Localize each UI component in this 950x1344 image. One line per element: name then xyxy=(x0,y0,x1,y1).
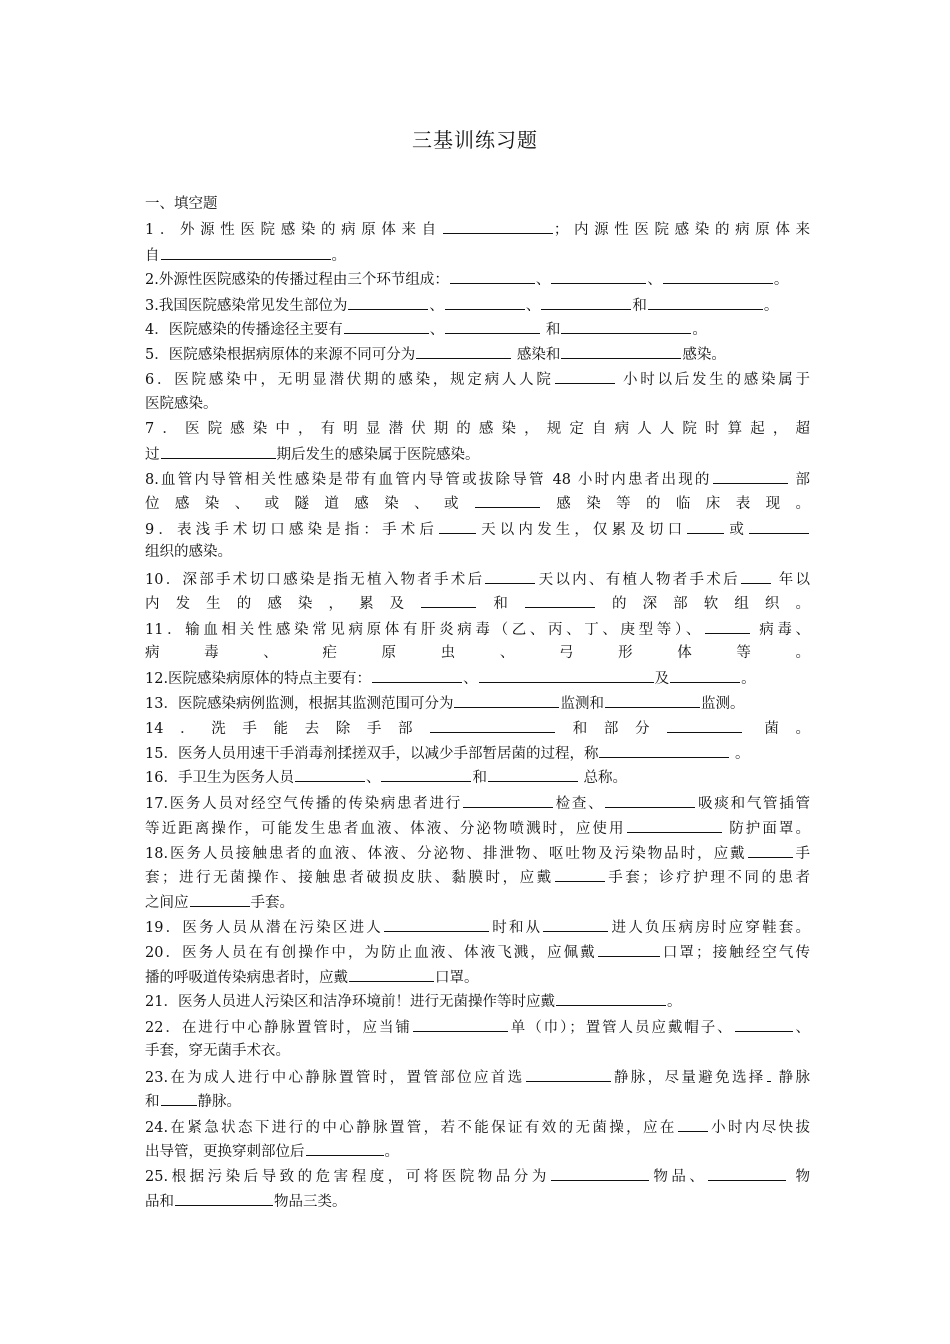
question-text: 病毒、 xyxy=(750,622,810,638)
question-text: 和 xyxy=(472,770,487,786)
answer-blank[interactable] xyxy=(648,294,763,310)
question-line xyxy=(145,692,810,714)
answer-blank[interactable] xyxy=(384,916,489,932)
answer-blank[interactable] xyxy=(667,717,742,733)
question-text: 1．外源性医院感染的病原体来自 xyxy=(145,222,442,238)
question-text: 、 xyxy=(429,322,445,338)
question-text: 自 xyxy=(145,248,160,264)
question-text: 防护面罩。 xyxy=(722,821,810,837)
answer-blank[interactable] xyxy=(463,792,553,808)
question-text: 。 xyxy=(773,272,789,288)
question-text: 小时内尽快拔 xyxy=(708,1120,810,1136)
question-text: 静脉 xyxy=(771,1070,810,1086)
answer-blank[interactable] xyxy=(687,518,724,534)
question-text: 和 xyxy=(541,322,561,338)
question-text: 13．医院感染病例监测，根据其监测范围可分为 xyxy=(145,696,454,712)
question-text: 医院感染。 xyxy=(145,396,218,412)
question-text: 等近距离操作，可能发生患者血液、体液、分泌物喷溅时，应使用 xyxy=(145,821,626,837)
answer-blank[interactable] xyxy=(450,268,535,284)
question-text: 8.血管内导管相关性感染是带有血管内导管或拔除导管 48 小时内患者出现的 xyxy=(145,472,712,488)
question-text: 口罩。 xyxy=(435,970,479,986)
question-text: 、 xyxy=(429,298,444,314)
question-line xyxy=(145,1040,810,1062)
answer-blank[interactable] xyxy=(599,742,729,758)
question-text: 22．在进行中心静脉置管时，应当铺 xyxy=(145,1020,412,1036)
question-line xyxy=(145,568,810,590)
question-text: 的深部软组织。 xyxy=(595,596,810,612)
answer-blank[interactable] xyxy=(749,518,809,534)
answer-blank[interactable] xyxy=(445,318,540,334)
question-line xyxy=(145,891,810,913)
question-line xyxy=(145,368,810,390)
answer-blank[interactable] xyxy=(543,916,608,932)
question-text: ；内源性医院感染的病原体来 xyxy=(553,222,810,238)
answer-blank[interactable] xyxy=(306,1140,384,1156)
question-text: 物品三类。 xyxy=(274,1194,347,1210)
question-text: 及 xyxy=(654,671,670,687)
answer-blank[interactable] xyxy=(541,294,631,310)
question-text: 品和 xyxy=(145,1194,174,1210)
answer-blank[interactable] xyxy=(349,966,434,982)
question-line xyxy=(145,468,810,490)
question-text: 7．医院感染中，有明显潜伏期的感染，规定自病人人院时算起，超 xyxy=(145,421,810,437)
question-text: 和部分 xyxy=(556,721,667,737)
answer-blank[interactable] xyxy=(295,766,365,782)
question-text: 监测。 xyxy=(700,696,745,712)
question-text: 2.外源性医院感染的传播过程由三个环节组成： xyxy=(145,272,449,288)
question-text: 4．医院感染的传播途径主要有 xyxy=(145,322,343,338)
question-text: 之间应 xyxy=(145,895,189,911)
question-line xyxy=(145,1140,810,1162)
question-line xyxy=(145,642,810,664)
answer-blank[interactable] xyxy=(705,618,750,634)
answer-blank[interactable] xyxy=(555,866,605,882)
answer-blank[interactable] xyxy=(551,268,646,284)
answer-blank[interactable] xyxy=(488,766,578,782)
question-text: 套；进行无菌操作、接触患者破损皮肤、黏膜时，应戴 xyxy=(145,870,554,886)
answer-blank[interactable] xyxy=(475,492,540,508)
question-text: 、 xyxy=(463,671,478,687)
question-text: 23.在为成人进行中心静脉置管时，置管部位应首选 xyxy=(145,1070,525,1086)
question-line xyxy=(145,318,810,340)
question-text: 11．输血相关性感染常见病原体有肝炎病毒（乙、丙、丁、庚型等）、 xyxy=(145,622,704,638)
question-line xyxy=(145,618,810,640)
answer-blank[interactable] xyxy=(479,667,654,683)
section-heading: 一、填空题 xyxy=(145,196,218,212)
question-text: 和 xyxy=(477,596,524,612)
question-line xyxy=(145,218,810,240)
question-line xyxy=(145,518,810,540)
question-text: 。 xyxy=(692,322,707,338)
question-line xyxy=(145,1190,810,1212)
question-line xyxy=(145,990,810,1012)
question-text: 感染和 xyxy=(512,347,561,363)
question-text: 部 xyxy=(788,472,810,488)
question-text: 手 xyxy=(793,846,810,862)
question-text: 内发生的感染，累及 xyxy=(145,596,421,612)
answer-blank[interactable] xyxy=(439,518,476,534)
question-text: 和 xyxy=(632,298,647,314)
question-text: 感染等的临床表现。 xyxy=(540,496,810,512)
question-text: 3.我国医院感染常见发生部位为 xyxy=(145,298,348,314)
answer-blank[interactable] xyxy=(605,692,700,708)
question-line xyxy=(145,966,810,988)
question-text: 12.医院感染病原体的特点主要有： xyxy=(145,671,372,687)
question-line xyxy=(145,393,810,415)
answer-blank[interactable] xyxy=(713,468,788,484)
question-text: 18.医务人员接触患者的血液、体液、分泌物、排泄物、呕吐物及污染物品时，应戴 xyxy=(145,846,747,862)
answer-blank[interactable] xyxy=(161,244,331,260)
question-text: 静脉，尽量避免选择 xyxy=(611,1070,766,1086)
question-line xyxy=(145,541,810,563)
answer-blank[interactable] xyxy=(381,766,471,782)
question-line xyxy=(145,1116,810,1138)
answer-blank[interactable] xyxy=(605,792,695,808)
question-text: 、 xyxy=(535,272,551,288)
question-line xyxy=(145,842,810,864)
question-text: 播的呼吸道传染病患者时，应戴 xyxy=(145,970,348,986)
question-text: 手套；诊疗护理不同的患者 xyxy=(605,870,810,886)
question-text: 年以 xyxy=(771,572,810,588)
answer-blank[interactable] xyxy=(670,667,740,683)
question-text: 检查、 xyxy=(553,796,605,812)
answer-blank[interactable] xyxy=(561,318,691,334)
answer-blank[interactable] xyxy=(454,692,559,708)
question-text: 15．医务人员用速干手消毒剂揉搓双手，以减少手部暂居菌的过程，称 xyxy=(145,746,599,762)
question-line xyxy=(145,1066,810,1088)
question-text: 感染。 xyxy=(682,347,726,363)
question-text: 病毒、疟原虫、弓形体等。 xyxy=(145,645,810,661)
question-line xyxy=(145,717,810,739)
question-text: 和 xyxy=(145,1094,160,1110)
question-text: 5．医院感染根据病原体的来源不同可分为 xyxy=(145,347,416,363)
answer-blank[interactable] xyxy=(526,1066,611,1082)
answer-blank[interactable] xyxy=(485,568,535,584)
answer-blank[interactable] xyxy=(190,891,250,907)
question-text: 20．医务人员在有创操作中，为防止血液、体液飞溅，应佩戴 xyxy=(145,945,597,961)
question-line xyxy=(145,941,810,963)
question-text: 吸痰和气管插管 xyxy=(696,796,810,812)
document-title: 三基训练习题 xyxy=(412,128,538,152)
question-text: 组织的感染。 xyxy=(145,544,232,560)
question-line xyxy=(145,866,810,888)
question-line xyxy=(145,667,810,689)
question-text: 位感染、或隧道感染、或 xyxy=(145,496,474,512)
question-text: 静脉。 xyxy=(197,1094,241,1110)
question-text: 25.根据污染后导致的危害程度，可将医院物品分为 xyxy=(145,1169,550,1185)
question-text: 、 xyxy=(365,770,381,786)
answer-blank[interactable] xyxy=(627,817,722,833)
question-line xyxy=(145,1165,810,1187)
question-text: 监测和 xyxy=(560,696,604,712)
question-line xyxy=(145,1016,810,1038)
question-text: 手套，穿无菌手术衣。 xyxy=(145,1043,290,1059)
question-line xyxy=(145,244,810,266)
question-text: 天以内、有植人物者手术后 xyxy=(536,572,740,588)
question-text: 进人负压病房时应穿鞋套。 xyxy=(609,920,810,936)
question-line xyxy=(145,766,810,788)
question-text: 总称。 xyxy=(578,770,628,786)
answer-blank[interactable] xyxy=(443,218,553,234)
question-text: 过 xyxy=(145,447,160,463)
answer-blank[interactable] xyxy=(413,1016,508,1032)
question-text: 菌。 xyxy=(743,721,810,737)
question-text: 。 xyxy=(763,298,779,314)
answer-blank[interactable] xyxy=(741,568,771,584)
question-line xyxy=(145,742,810,764)
answer-blank[interactable] xyxy=(561,343,681,359)
question-line xyxy=(145,268,810,290)
question-text: 或 xyxy=(725,522,749,538)
answer-blank[interactable] xyxy=(551,1165,649,1181)
answer-blank[interactable] xyxy=(445,294,525,310)
question-text: 。 xyxy=(666,994,682,1010)
question-text: 6．医院感染中，无明显潜伏期的感染，规定病人人院 xyxy=(145,372,554,388)
question-line xyxy=(145,1090,810,1112)
answer-blank[interactable] xyxy=(663,268,773,284)
answer-blank[interactable] xyxy=(161,1090,197,1106)
question-line xyxy=(145,418,810,440)
answer-blank[interactable] xyxy=(767,1066,771,1082)
question-text: 9．表浅手术切口感染是指：手术后 xyxy=(145,522,438,538)
answer-blank[interactable] xyxy=(372,667,462,683)
question-text: 、 xyxy=(793,1020,810,1036)
question-line xyxy=(145,916,810,938)
question-text: 21．医务人员进人污染区和洁净环境前！进行无菌操作等时应戴 xyxy=(145,994,555,1010)
answer-blank[interactable] xyxy=(598,941,660,957)
answer-blank[interactable] xyxy=(735,1016,793,1032)
answer-blank[interactable] xyxy=(708,1165,786,1181)
question-text: 。 xyxy=(741,671,756,687)
question-text: 物品、 xyxy=(649,1169,708,1185)
question-text: 24.在紧急状态下进行的中心静脉置管，若不能保证有效的无菌操，应在 xyxy=(145,1120,677,1136)
question-text: 10．深部手术切口感染是指无植入物者手术后 xyxy=(145,572,485,588)
answer-blank[interactable] xyxy=(175,1190,273,1206)
answer-blank[interactable] xyxy=(678,1116,708,1132)
answer-blank[interactable] xyxy=(344,318,429,334)
answer-blank[interactable] xyxy=(525,592,595,608)
question-text: 16．手卫生为医务人员 xyxy=(145,770,294,786)
question-line xyxy=(145,792,810,814)
question-text: 单（巾）；置管人员应戴帽子、 xyxy=(508,1020,734,1036)
question-text: 时和从 xyxy=(490,920,543,936)
question-text: 。 xyxy=(384,1144,399,1160)
answer-blank[interactable] xyxy=(348,294,428,310)
question-text: 、 xyxy=(525,298,541,314)
question-line xyxy=(145,343,810,365)
answer-blank[interactable] xyxy=(555,368,615,384)
answer-blank[interactable] xyxy=(430,717,555,733)
answer-blank[interactable] xyxy=(416,343,511,359)
question-text: 手套。 xyxy=(250,895,294,911)
question-text: 出导管，更换穿刺部位后 xyxy=(145,1144,305,1160)
question-line xyxy=(145,817,810,839)
question-text: 期后发生的感染属于医院感染。 xyxy=(276,447,480,463)
answer-blank[interactable] xyxy=(748,842,793,858)
question-line xyxy=(145,443,810,465)
answer-blank[interactable] xyxy=(161,443,276,459)
question-text: 17.医务人员对经空气传播的传染病患者进行 xyxy=(145,796,462,812)
question-text: 天以内发生，仅累及切口 xyxy=(477,522,687,538)
question-text: 、 xyxy=(647,272,662,288)
question-text: 物 xyxy=(787,1169,810,1185)
question-line xyxy=(145,492,810,514)
question-text: 。 xyxy=(331,248,346,264)
question-text: 口罩；接触经空气传 xyxy=(660,945,810,961)
answer-blank[interactable] xyxy=(421,592,476,608)
question-line xyxy=(145,294,810,316)
question-text: 14．洗手能去除手部 xyxy=(145,721,430,737)
question-line xyxy=(145,592,810,614)
question-text: 19．医务人员从潜在污染区进人 xyxy=(145,920,384,936)
answer-blank[interactable] xyxy=(556,990,666,1006)
question-text: 小时以后发生的感染属于 xyxy=(615,372,810,388)
question-text: 。 xyxy=(730,746,750,762)
